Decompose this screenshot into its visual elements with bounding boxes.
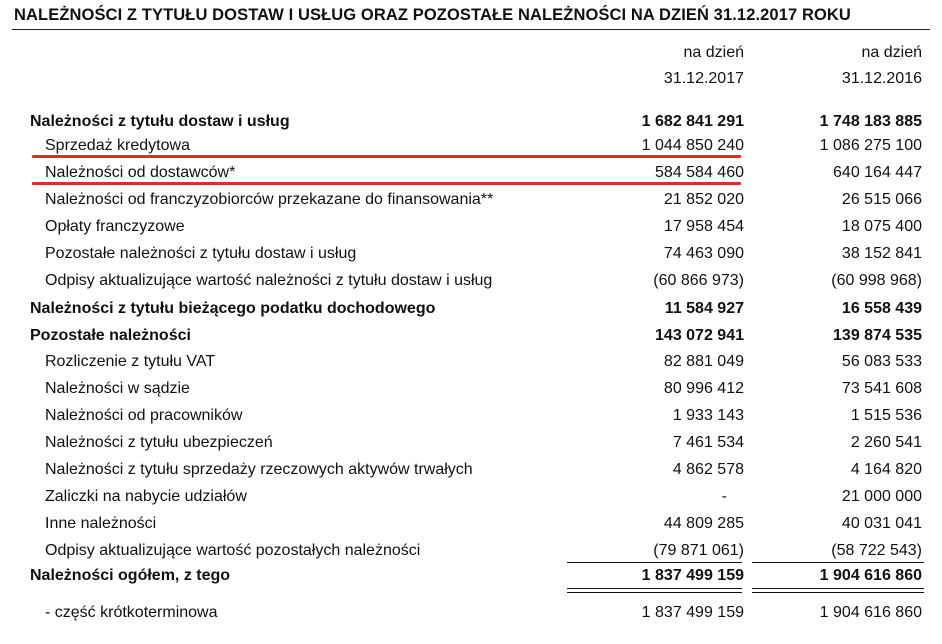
row-value-2016: 26 515 066 xyxy=(841,191,922,208)
column-header-2016 xyxy=(842,40,922,92)
column-header-2017-date: 31.12.2017 xyxy=(663,70,744,87)
row-value-2017: 4 862 578 xyxy=(672,461,744,478)
total-rule-top-2017 xyxy=(567,562,742,563)
row-value-2017: 74 463 090 xyxy=(663,245,744,262)
row-label: Inne należności xyxy=(45,515,157,532)
row-label: Należności z tytułu bieżącego podatku dochodowego xyxy=(30,300,436,317)
total-rule-bottom1-2017 xyxy=(567,588,742,589)
row-value-2016: 139 874 535 xyxy=(833,327,922,344)
row-value-2017: 80 996 412 xyxy=(663,380,744,397)
row-value-2017: 11 584 927 xyxy=(664,300,744,317)
row-share-advances xyxy=(0,484,942,510)
row-value-2017: 1 837 499 159 xyxy=(641,567,744,584)
row-value-2016: 1 904 616 860 xyxy=(819,604,922,621)
row-franchise-fees xyxy=(0,214,942,240)
row-value-2016: 73 541 608 xyxy=(841,380,922,397)
row-value-2016: 1 748 183 885 xyxy=(819,113,922,130)
row-value-2016: 1 904 616 860 xyxy=(819,567,922,584)
row-label: Należności od pracowników xyxy=(45,407,243,424)
row-label: Należności ogółem, z tego xyxy=(30,567,231,584)
row-insurance-receivables xyxy=(0,430,942,456)
row-value-2017: 21 852 020 xyxy=(663,191,744,208)
row-employee-receivables xyxy=(0,403,942,429)
row-value-2016: 18 075 400 xyxy=(841,218,922,235)
row-value-2017: 1 044 850 240 xyxy=(641,137,744,154)
row-label: Należności w sądzie xyxy=(45,380,190,397)
row-value-2016: 16 558 439 xyxy=(841,300,922,317)
row-label: Pozostałe należności xyxy=(30,327,191,344)
total-rule-bottom2-2016 xyxy=(752,592,924,593)
row-value-2017: 1 933 143 xyxy=(672,407,744,424)
row-other-trade-receivables xyxy=(0,241,942,267)
row-label: Zaliczki na nabycie udziałów xyxy=(45,488,247,505)
row-label: Rozliczenie z tytułu VAT xyxy=(45,353,216,370)
row-value-2016: 40 031 041 xyxy=(841,515,922,532)
row-value-2017: (79 871 061) xyxy=(653,542,744,559)
row-trade-impairment xyxy=(0,268,942,294)
row-receivables-in-court xyxy=(0,376,942,402)
row-franchisee-financing xyxy=(0,187,942,213)
row-label: Należności od dostawców* xyxy=(45,164,236,181)
row-label: Należności z tytułu dostaw i usług xyxy=(30,113,290,130)
row-value-2016: 56 083 533 xyxy=(841,353,922,370)
row-short-term xyxy=(0,600,942,626)
column-header-2017 xyxy=(664,40,744,92)
report-title: NALEŻNOŚCI Z TYTUŁU DOSTAW I USŁUG ORAZ POZOSTAŁE NALEŻNOŚCI NA DZIEŃ 31.12.2017 ROKU xyxy=(14,6,851,24)
row-value-2016: 640 164 447 xyxy=(833,164,922,181)
column-header-2016-date: 31.12.2016 xyxy=(841,70,922,87)
row-label: Należności z tytułu ubezpieczeń xyxy=(45,434,273,451)
row-value-2017: 143 072 941 xyxy=(655,327,744,344)
row-value-2016: (58 722 543) xyxy=(831,542,922,559)
title-underline xyxy=(12,29,930,30)
row-total-receivables xyxy=(0,563,942,589)
row-value-2017: 1 682 841 291 xyxy=(641,113,744,130)
row-value-2016: 1 086 275 100 xyxy=(819,137,922,154)
row-vat-settlement xyxy=(0,349,942,375)
row-value-2017: 7 461 534 xyxy=(672,434,744,451)
row-label: Opłaty franczyzowe xyxy=(45,218,185,235)
row-value-2016: 1 515 536 xyxy=(850,407,922,424)
row-value-2016: 21 000 000 xyxy=(841,488,922,505)
total-rule-top-2016 xyxy=(752,562,924,563)
row-label: Odpisy aktualizujące wartość należności z tytułu dostaw i usług xyxy=(45,272,493,289)
row-label: - część krótkoterminowa xyxy=(45,604,218,621)
row-other xyxy=(0,511,942,537)
row-label: Sprzedaż kredytowa xyxy=(45,137,190,154)
row-current-income-tax xyxy=(0,296,942,322)
row-label: Odpisy aktualizujące wartość pozostałych należności xyxy=(45,542,421,559)
column-header-2016-line1: na dzień xyxy=(861,44,922,61)
row-value-2016: 4 164 820 xyxy=(850,461,922,478)
row-value-2017: 1 837 499 159 xyxy=(641,604,744,621)
total-rule-bottom2-2017 xyxy=(567,592,742,593)
row-other-receivables xyxy=(0,323,942,349)
row-value-2017: 82 881 049 xyxy=(663,353,744,370)
row-label: Należności z tytułu sprzedaży rzeczowych aktywów trwałych xyxy=(45,461,473,478)
row-value-2016: 38 152 841 xyxy=(841,245,922,262)
row-receivables-trade xyxy=(0,109,942,135)
highlight-underline-supplier-receivables xyxy=(32,182,741,185)
row-label: Należności od franczyzobiorców przekazane do finansowania** xyxy=(45,191,494,208)
row-value-2017: 17 958 454 xyxy=(663,218,744,235)
row-value-2017: (60 866 973) xyxy=(653,272,744,289)
row-other-impairment xyxy=(0,538,942,564)
column-header-2017-line1: na dzień xyxy=(683,44,744,61)
row-value-2017: 584 584 460 xyxy=(655,164,744,181)
row-value-2017: - xyxy=(721,488,727,505)
row-value-2017: 44 809 285 xyxy=(663,515,744,532)
row-fixed-assets-sale xyxy=(0,457,942,483)
highlight-underline-credit-sales xyxy=(32,155,741,158)
total-rule-bottom1-2016 xyxy=(752,588,924,589)
row-value-2016: (60 998 968) xyxy=(831,272,922,289)
row-value-2016: 2 260 541 xyxy=(850,434,922,451)
row-label: Pozostałe należności z tytułu dostaw i usług xyxy=(45,245,357,262)
